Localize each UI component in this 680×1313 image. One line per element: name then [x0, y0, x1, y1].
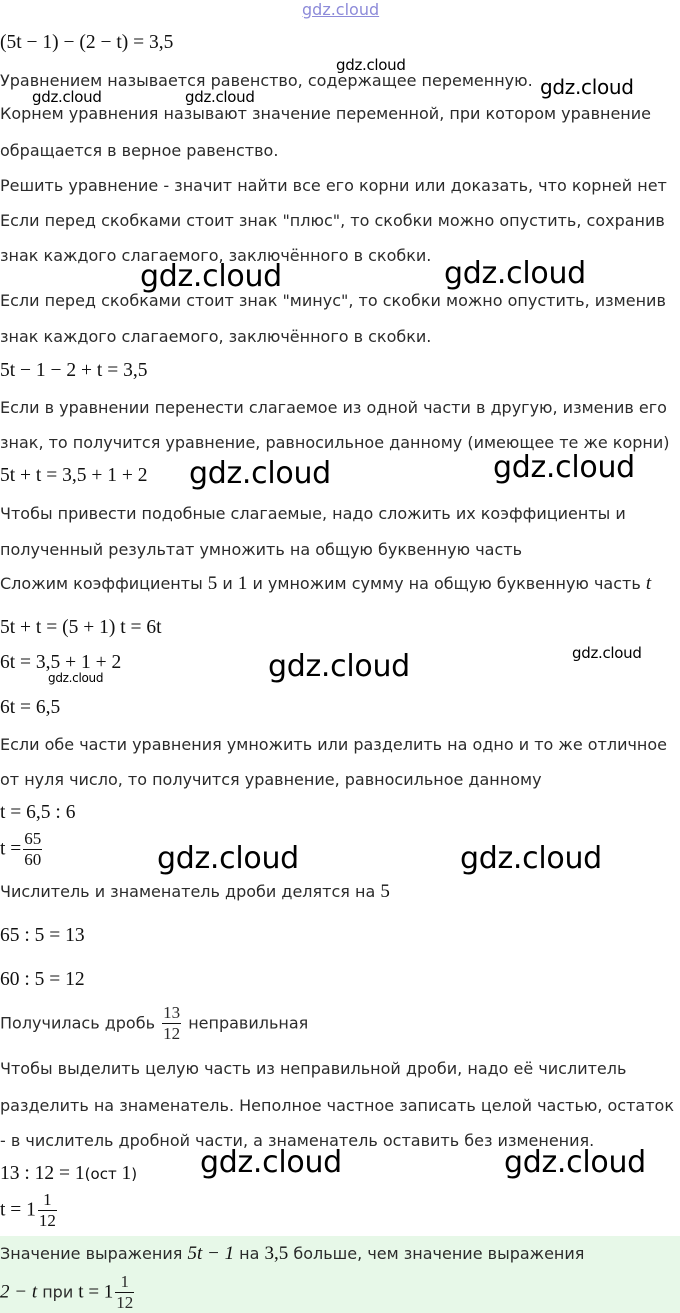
watermark: gdz.cloud [336, 56, 406, 74]
watermark: gdz.cloud [200, 1145, 342, 1180]
divide-rule-line2: от нуля число, то получится уравнение, равносильное данному [0, 770, 542, 789]
improper-text-a: Получилась дробь [0, 1013, 161, 1033]
fraction-denominator: 12 [116, 1293, 134, 1312]
equation-step1: 5t − 1 − 2 + t = 3,5 [0, 360, 148, 381]
watermark: gdz.cloud [185, 88, 255, 106]
combine-coefficients-line [0, 574, 651, 594]
answer-expression-1: 5t − 1 [187, 1243, 235, 1264]
combine-number-2: 1 [237, 573, 248, 594]
reduce-text: Числитель и знаменатель дроби делятся на [0, 882, 381, 901]
answer-fraction [115, 1272, 134, 1313]
fraction-1-12 [38, 1190, 57, 1231]
watermark: gdz.cloud [540, 75, 634, 99]
eq10-close: ) [131, 1165, 138, 1183]
mixed-rule-line1: Чтобы выделить целую часть из неправильной дроби, надо её числитель [0, 1059, 627, 1078]
answer-text-d: при [37, 1282, 79, 1302]
fraction-numerator: 1 [43, 1190, 52, 1209]
like-terms-rule-line2: полученный результат умножить на общую буквенную часть [0, 540, 523, 559]
equation-step4: 6t = 3,5 + 1 + 2 [0, 652, 122, 673]
watermark: gdz.cloud [140, 259, 282, 294]
equation-original: (5t − 1) − (2 − t) = 3,5 [0, 32, 174, 53]
eq7-lhs: t = [0, 838, 22, 860]
equation-step5: 6t = 6,5 [0, 697, 61, 718]
reduce-number: 5 [380, 881, 390, 902]
fraction-65-60 [23, 829, 42, 870]
combine-variable: t [645, 573, 652, 594]
plus-rule-line1: Если перед скобками стоит знак "плюс", то скобки можно опустить, сохранив [0, 211, 665, 230]
definition-equation: Уравнением называется равенство, содержащее переменную. [0, 71, 533, 90]
watermark-link[interactable]: gdz.cloud [302, 0, 380, 19]
combine-text-c: и умножим сумму на общую буквенную часть [247, 574, 646, 593]
combine-number-1: 5 [207, 573, 218, 594]
equation-step10 [0, 1164, 137, 1184]
definition-root-line2: обращается в верное равенство. [0, 141, 279, 160]
watermark: gdz.cloud [157, 841, 299, 876]
answer-t-lhs: t = 1 [78, 1281, 114, 1303]
fraction-numerator: 13 [163, 1003, 181, 1022]
minus-rule-line2: знак каждого слагаемого, заключённого в скобки. [0, 327, 432, 346]
combine-text-b: и [217, 574, 238, 593]
watermark: gdz.cloud [444, 256, 586, 291]
fraction-denominator: 12 [163, 1024, 181, 1043]
answer-line2 [0, 1272, 136, 1313]
answer-difference: 3,5 [264, 1243, 289, 1264]
transfer-rule-line2: знак, то получится уравнение, равносильное данному (имеющее те же корни) [0, 433, 670, 452]
fraction-numerator: 1 [120, 1272, 130, 1291]
divide-rule-line1: Если обе части уравнения умножить или разделить на одно и то же отличное [0, 735, 668, 754]
like-terms-rule-line1: Чтобы привести подобные слагаемые, надо сложить их коэффициенты и [0, 504, 626, 523]
transfer-rule-line1: Если в уравнении перенести слагаемое из одной части в другую, изменив его [0, 398, 667, 417]
improper-fraction-line [0, 1003, 308, 1044]
mixed-rule-line2: разделить на знаменатель. Неполное частное записать целой частью, остаток [0, 1096, 674, 1115]
watermark: gdz.cloud [493, 450, 635, 485]
equation-step11 [0, 1190, 59, 1231]
mixed-rule-line3: - в числитель дробной части, а знаменатель оставить без изменения. [0, 1131, 595, 1150]
equation-step7 [0, 829, 44, 870]
answer-line1 [0, 1244, 584, 1264]
fraction-denominator: 12 [38, 1211, 56, 1230]
fraction-denominator: 60 [24, 850, 42, 869]
eq10-remainder-value: 1 [121, 1163, 132, 1184]
watermark: gdz.cloud [460, 841, 602, 876]
watermark: gdz.cloud [189, 456, 331, 491]
watermark: gdz.cloud [572, 644, 642, 662]
answer-expression-2: 2 − t [0, 1281, 38, 1303]
equation-step8: 65 : 5 = 13 [0, 925, 85, 946]
eq10-division: 13 : 12 = 1 [0, 1163, 85, 1184]
equation-step2: 5t + t = 3,5 + 1 + 2 [0, 465, 148, 486]
answer-text-a: Значение выражения [0, 1244, 188, 1263]
equation-step3: 5t + t = (5 + 1) t = 6t [0, 617, 162, 638]
eq10-remainder-label: (ост [84, 1165, 122, 1183]
combine-text-a: Сложим коэффициенты [0, 574, 208, 593]
equation-step6: t = 6,5 : 6 [0, 802, 76, 823]
solve-definition: Решить уравнение - значит найти все его корни или доказать, что корней нет [0, 176, 667, 195]
fraction-13-12 [162, 1003, 181, 1044]
plus-rule-line2: знак каждого слагаемого, заключённого в скобки. [0, 246, 432, 265]
equation-step9: 60 : 5 = 12 [0, 969, 85, 990]
eq11-lhs: t = 1 [0, 1199, 36, 1221]
answer-text-b: на [234, 1244, 265, 1263]
watermark: gdz.cloud [504, 1145, 646, 1180]
improper-text-b: неправильная [183, 1013, 309, 1033]
fraction-numerator: 65 [24, 829, 42, 848]
watermark: gdz.cloud [268, 649, 410, 684]
reduce-line [0, 882, 390, 902]
minus-rule-line1: Если перед скобками стоит знак "минус", то скобки можно опустить, изменив [0, 291, 666, 310]
watermark: gdz.cloud [32, 88, 102, 106]
watermark: gdz.cloud [48, 671, 104, 685]
answer-text-c: больше, чем значение выражения [288, 1244, 585, 1263]
definition-root-line1: Корнем уравнения называют значение переменной, при котором уравнение [0, 104, 652, 123]
